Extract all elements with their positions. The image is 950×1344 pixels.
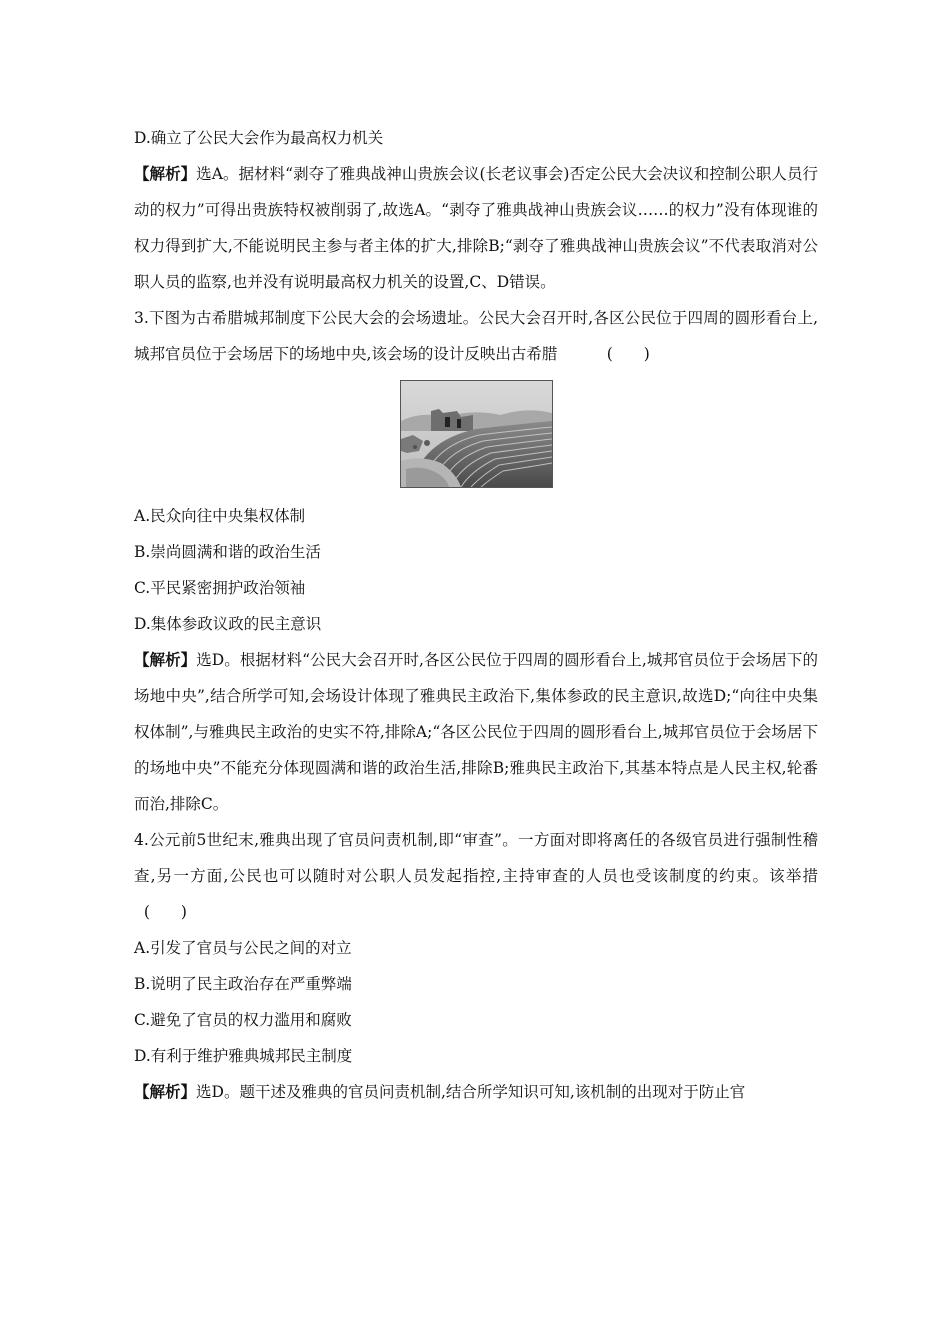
q3-analysis <box>134 642 818 822</box>
q4-answer-blank: ( ) <box>143 903 187 921</box>
q2-analysis-text: 选A。据材料“剥夺了雅典战神山贵族会议(长老议事会)否定公民大会决议和控制公职人员行动的权力”可得出贵族特权被削弱了,故选A。“剥夺了雅典战神山贵族会议……的权力”没有体现谁的权力得到扩大,不能说明民主参与者主体的扩大,排除B;“剥夺了雅典战神山贵族会议”不代表取消对公职人员的监察,也并没有说明最高权力机关的设置,C、D错误。 <box>134 165 818 291</box>
q4-option-a: A.引发了官员与公民之间的对立 <box>134 939 352 957</box>
q2-analysis <box>134 156 818 300</box>
q3-option-b: B.崇尚圆满和谐的政治生活 <box>134 543 321 561</box>
q4-analysis-label: 【解析】 <box>134 1082 197 1101</box>
q4-analysis-text: 选D。题干述及雅典的官员问责机制,结合所学知识可知,该机制的出现对于防止官 <box>196 1083 746 1101</box>
q3-figure <box>134 380 818 488</box>
q3-stem-text: 3.下图为古希腊城邦制度下公民大会的会场遗址。公民大会召开时,各区公民位于四周的圆形看台上,城邦官员位于会场居下的场地中央,该会场的设计反映出古希腊 <box>134 309 818 363</box>
q3-option-d: D.集体参政议政的民主意识 <box>134 615 322 633</box>
q4-stem-text: 4.公元前5世纪末,雅典出现了官员问责机制,即“审查”。一方面对即将离任的各级官员进行强制性稽查,另一方面,公民也可以随时对公职人员发起指控,主持审查的人员也受该制度的约束。该举措 <box>134 831 818 885</box>
q3-stem <box>134 300 818 372</box>
q3-analysis-label: 【解析】 <box>134 650 197 669</box>
q3-option-a: A.民众向往中央集权体制 <box>134 507 306 525</box>
q4-stem <box>134 822 818 930</box>
q3-option-c: C.平民紧密拥护政治领袖 <box>134 579 306 597</box>
q4-analysis <box>134 1074 818 1110</box>
q3-analysis-text: 选D。根据材料“公民大会召开时,各区公民位于四周的圆形看台上,城邦官员位于会场居下的场地中央”,结合所学可知,会场设计体现了雅典民主政治下,集体参政的民主意识,故选D;“向往中央集权体制”,与雅典民主政治的史实不符,排除A;“各区公民位于四周的圆形看台上,城邦官员位于会场居下的场地中央”不能充分体现圆满和谐的政治生活,排除B;雅典民主政治下,其基本特点是人民主权,轮番而治,排除C。 <box>134 651 818 813</box>
q2-analysis-label: 【解析】 <box>134 164 197 183</box>
document-content <box>134 120 818 1110</box>
q4-option-b: B.说明了民主政治存在严重弊端 <box>134 975 352 993</box>
q3-answer-blank: ( ) <box>606 345 650 363</box>
q4-option-c: C.避免了官员的权力滥用和腐败 <box>134 1011 352 1029</box>
q4-option-d: D.有利于维护雅典城邦民主制度 <box>134 1047 353 1065</box>
q2-option-d: D.确立了公民大会作为最高权力机关 <box>134 129 384 147</box>
amphitheater-photo <box>400 380 553 488</box>
